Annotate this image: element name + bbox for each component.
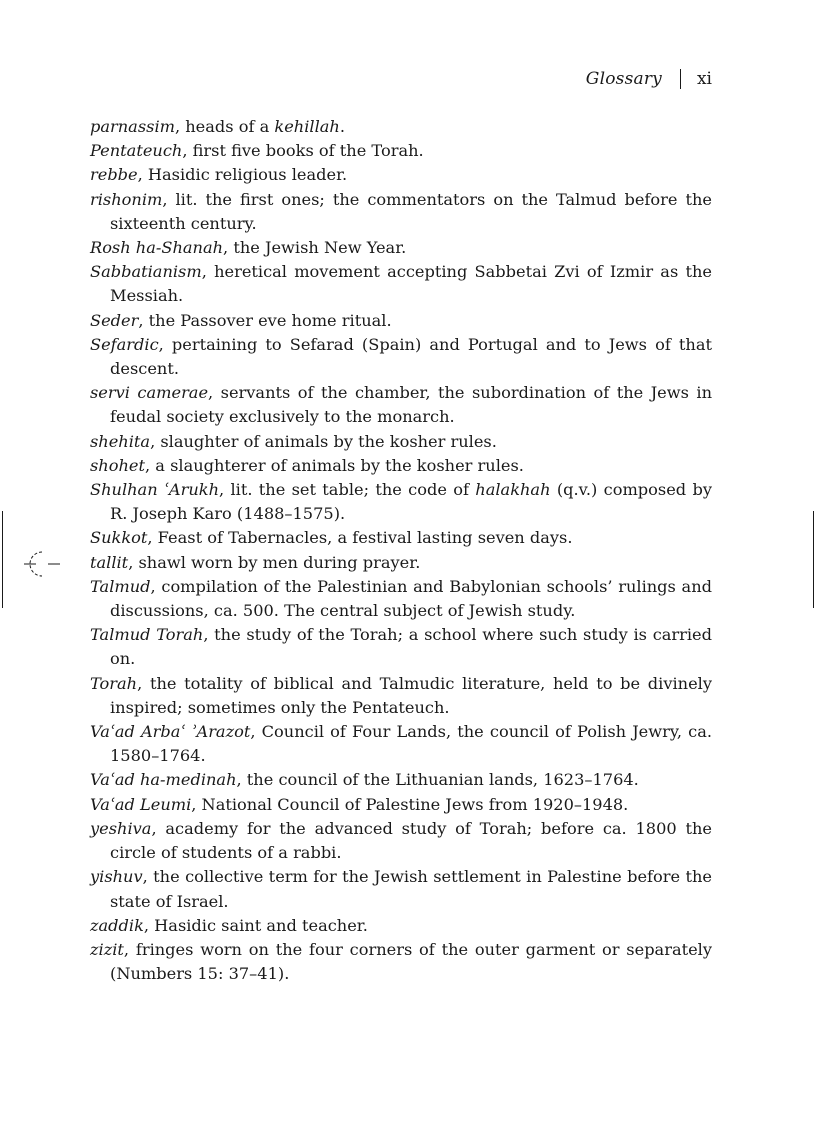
glossary-definition: , the collective term for the Jewish settlement in Palestine before the state of Israel. xyxy=(110,867,712,911)
glossary-definition: , the study of the Torah; a school where such study is carried on. xyxy=(110,625,712,669)
glossary-definition: , Council of Four Lands, the council of Polish Jewry, ca. 1580–1764. xyxy=(110,722,712,766)
glossary-entry xyxy=(90,478,712,526)
glossary-definition: , academy for the advanced study of Torah; before ca. 1800 the circle of students of a rabbi. xyxy=(110,818,712,863)
glossary-entries xyxy=(90,115,712,986)
glossary-definition: , the Passover eve home ritual. xyxy=(138,310,392,330)
glossary-term: Shulhan ʿArukh xyxy=(90,480,219,500)
glossary-term: Pentateuch xyxy=(90,141,183,161)
glossary-definition: , servants of the chamber, the subordination of the Jews in feudal society exclusively to the monarch. xyxy=(110,383,712,427)
glossary-entry xyxy=(90,793,712,817)
glossary-definition: , Hasidic religious leader. xyxy=(137,165,348,185)
glossary-entry xyxy=(90,454,712,478)
glossary-definition: , lit. the set table; the code of xyxy=(219,480,476,500)
glossary-cross-term: halakhah xyxy=(475,480,551,500)
glossary-term: Sefardic xyxy=(90,334,159,354)
glossary-term: Talmud xyxy=(90,576,151,596)
glossary-definition: , the Jewish New Year. xyxy=(223,238,407,258)
glossary-entry xyxy=(90,575,712,623)
glossary-definition: , fringes worn on the four corners of the outer garment or separately (Numbers 15: 37–41). xyxy=(110,939,712,984)
right-margin-crop-mark xyxy=(813,511,814,608)
glossary-entry xyxy=(90,672,712,720)
glossary-definition: , Hasidic saint and teacher. xyxy=(143,915,368,935)
glossary-entry xyxy=(90,381,712,429)
glossary-entry xyxy=(90,938,712,986)
running-head-separator xyxy=(680,69,681,89)
glossary-definition: , shawl worn by men during prayer. xyxy=(128,552,421,572)
glossary-definition: , heads of a xyxy=(174,117,275,136)
glossary-term: Sabbatianism xyxy=(90,262,202,282)
glossary-term: servi camerae xyxy=(90,383,209,403)
glossary-definition: , the council of the Lithuanian lands, 1623–1764. xyxy=(236,770,639,790)
glossary-definition: , heretical movement accepting Sabbetai Zvi of Izmir as the Messiah. xyxy=(110,262,712,306)
glossary-term: Torah xyxy=(90,673,138,693)
glossary-term: rishonim xyxy=(90,189,163,209)
glossary-term: zizit xyxy=(90,939,124,959)
page-number: xi xyxy=(696,69,712,89)
glossary-term: Sukkot xyxy=(90,528,148,548)
glossary-entry xyxy=(90,163,712,187)
glossary-term: rebbe xyxy=(90,165,138,185)
glossary-entry xyxy=(90,188,712,236)
glossary-entry xyxy=(90,139,712,163)
glossary-definition: , the totality of biblical and Talmudic literature, held to be divinely inspired; sometimes only the Pentateuch. xyxy=(110,673,712,717)
registration-mark-icon xyxy=(22,550,62,580)
glossary-term: tallit xyxy=(90,552,129,572)
glossary-entry xyxy=(90,865,712,913)
glossary-definition: . xyxy=(339,117,345,136)
glossary-entry xyxy=(90,526,712,550)
running-head-section: Glossary xyxy=(585,69,662,89)
glossary-definition: , slaughter of animals by the kosher rules. xyxy=(150,431,497,451)
glossary-term: Rosh ha-Shanah xyxy=(90,238,224,258)
glossary-term: Vaʿad Arbaʿ ʾArazot xyxy=(90,722,251,742)
glossary-definition: (q.v.) composed by R. Joseph Karo (1488–1575). xyxy=(110,480,712,524)
glossary-entry xyxy=(90,720,712,768)
glossary-term: shehita xyxy=(90,431,151,451)
glossary-definition: , compilation of the Palestinian and Babylonian schools’ rulings and discussions, ca. 500. The central subject of Jewish study. xyxy=(110,576,712,621)
glossary-entry xyxy=(90,623,712,671)
glossary-definition: , first five books of the Torah. xyxy=(182,141,424,161)
glossary-entry xyxy=(90,914,712,938)
glossary-definition: , pertaining to Sefarad (Spain) and Portugal and to Jews of that descent. xyxy=(110,334,712,379)
glossary-term: shohet xyxy=(90,455,145,475)
left-margin-crop-mark xyxy=(2,511,3,608)
glossary-entry xyxy=(90,551,712,575)
glossary-entry xyxy=(90,817,712,865)
glossary-entry xyxy=(90,430,712,454)
running-head xyxy=(586,68,712,90)
glossary-entry xyxy=(90,333,712,381)
glossary-definition: , National Council of Palestine Jews from 1920–1948. xyxy=(191,794,629,814)
glossary-term: Vaʿad ha-medinah xyxy=(90,770,237,790)
glossary-entry xyxy=(90,309,712,333)
glossary-definition: , lit. the first ones; the commentators on the Talmud before the sixteenth century. xyxy=(110,189,712,233)
glossary-entry xyxy=(90,260,712,308)
glossary-term: Seder xyxy=(90,310,139,330)
glossary-entry xyxy=(90,768,712,792)
glossary-entry xyxy=(90,236,712,260)
glossary-term: yeshiva xyxy=(90,818,152,838)
glossary-term: parnassim xyxy=(90,117,175,136)
glossary-definition: , Feast of Tabernacles, a festival lasting seven days. xyxy=(147,528,573,548)
glossary-term: Talmud Torah xyxy=(90,625,204,645)
glossary-term: yishuv xyxy=(90,867,143,887)
glossary-term: Vaʿad Leumi xyxy=(90,794,192,814)
glossary-definition: , a slaughterer of animals by the kosher rules. xyxy=(145,455,524,475)
glossary-cross-term: kehillah xyxy=(274,117,340,136)
glossary-entry xyxy=(90,115,712,139)
glossary-term: zaddik xyxy=(90,915,144,935)
